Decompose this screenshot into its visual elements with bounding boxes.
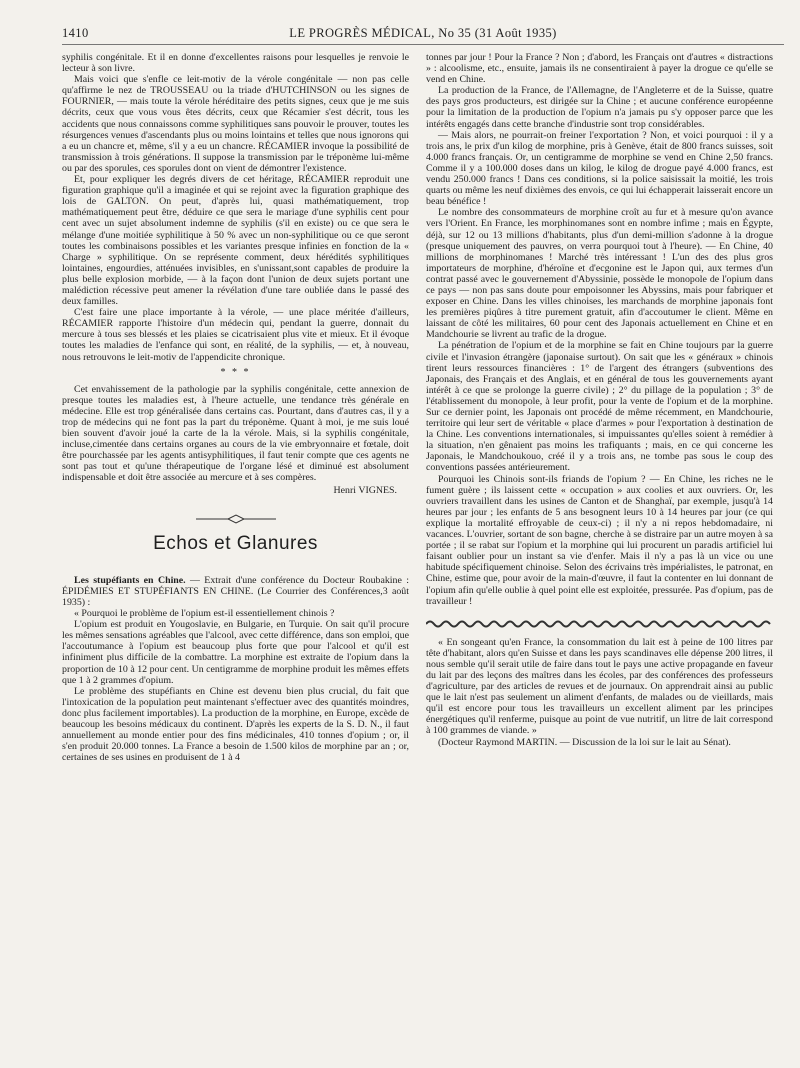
paragraph: syphilis congénitale. Et il en donne d'excellentes raisons pour lesquelles je renvoie le lecteur à son livre. — [62, 52, 409, 75]
paragraph: Cet envahissement de la pathologie par la syphilis congénitale, cette annexion de presque toutes les maladies est, à l'heure actuelle, une tendance très générale en médecine. Elle est trop généralisée dans certains cas. Pourtant, dans d'autres cas, il y a trop de médecins qui ne font pas la part du tréponème. Quant à moi, je me suis loué bien souvent d'avoir joué la carte de la la vérole. Mais, si la syphilis congénitale, incluse,cimentée dans certains organes au cours de la vie embryonnaire et fœtale, doit être pourchassée par les agents antisyphilitiques, il faut tenir compte que ces agents ne sont pas tout et qu'une thérapeutique de l'organe lésé et diminué est absolument indispensable et doit être associée au mercure et à ses compères. — [62, 383, 409, 484]
wavy-divider — [426, 619, 773, 629]
page-number: 1410 — [62, 26, 89, 40]
paragraph: La pénétration de l'opium et de la morphine se fait en Chine toujours par la guerre civile et l'invasion étrangère (japonaise surtout). On sait que les « généraux » chinois tirent leurs ressources financières : 1° de l'argent des étrangers (subventions des Japonais, des Français et des Anglais, et en général de tous les gouvernements ayant intérêt à ce que se prolonge la guerre civile) ; 2° du pillage de la population ; 3° de l'établissement du monopole, à leur profit, pour la vente de l'opium et de la morphine. Sur ce dernier point, les Japonais ont procédé de même récemment, en Mandchourie, territoire qui leur sert de véritable « place d'armes » pour l'exportation à destination de la Chine. Les conventions internationales, si impuissantes qu'elles soient à remédier à la situation, n'en gênaient pas moins les trafiquants ; mais, en ce qui concerne les Japonais, le Mandchoukouo, créé il y a trois ans, ne tombe pas sous le coup des conventions passées antérieurement. — [426, 340, 773, 474]
asterism: * * * — [220, 366, 251, 378]
paragraph: Le problème des stupéfiants en Chine est devenu bien plus crucial, du fait que l'intoxication de la population peut maintenant s'effectuer avec des quantités moindres, donc plus facilement importables). La production de la morphine, en Europe, excède de beaucoup les besoins médicaux du continent. D'après les experts de la S. D. N., il faut annuellement au monde entier pour des fins médicinales, 410 tonnes d'opium ; or, il s'en produit 20.000 tonnes. La France a besoin de 1.500 kilos de morphine par an ; or, certaines de ses usines en produisent de 1 à 4 — [62, 685, 409, 764]
paragraph: — Mais alors, ne pourrait-on freiner l'exportation ? Non, et voici pourquoi : il y a trois ans, le prix d'un kilog de morphine, pris à Genève, était de 800 francs suisses, soit 4.000 francs français. Or, un centigramme de morphine se vend en Chine 2,50 francs. Comme il y a 100.000 doses dans un kilog, le kilog de drogue payé 4.000 francs, est vendu 250.000 francs ! Dans ces conditions, si la police saisissait la moitié, les trois quarts ou même les neuf dixièmes des envois, ce qui lui échapperait laisserait encore un beau bénéfice ! — [426, 129, 773, 208]
paragraph: Et, pour expliquer les degrés divers de cet héritage, RÉCAMIER reproduit une figuration graphique qu'il a imaginée et qui se rejoint avec la figuration graphique des lois de GALTON. On peut, d'après lui, quasi mathématiquement, trop mathématiquement peut être, déduire ce que sera le mariage d'une syphilis cent pour cent avec un sujet absolument indemne de syphilis (s'il en existe) ou ce que sera le mélange d'une moitiée syphilitique à 50 % avec un non-syphilitique ou ce que seront toutes les combinaisons possibles et les variantes presque infinies en fonction de la « Charge » syphilitique. On se représente comment, deux hérédités syphilitiques lointaines, engourdies, atténuées invisibles, en s'unissant,sont capables de produire la plus belle explosion morbide, — à la façon dont l'union de deux sujets portant une malédiction récessive peut amener la révélation d'une tare oubliée dans le passé des deux familles. — [62, 174, 409, 308]
paragraph: C'est faire une place importante à la vérole, — une place méritée d'ailleurs, RÉCAMIER rapporte l'histoire d'un médecin qui, pendant la guerre, donnait du mercure à tous ses blessés et les plaies se cicatrisaient plus vite et mieux. Et il évoque toutes les maladies de l'enfance qui sont, en réalité, de la syphilis, — et, à nouveau, nous retrouvons le leit-motiv de l'appendicite chronique. — [62, 307, 409, 363]
author-signature: Henri VIGNES. — [333, 484, 397, 496]
paragraph: L'opium est produit en Yougoslavie, en Bulgarie, en Turquie. On sait qu'il procure les mêmes sensations agréables que l'alcool, avec cette différence, dans son emploi, que l'accoutumance à l'opium est beaucoup plus forte que pour l'alcool et qu'il est infiniment plus difficile de la combattre. La morphine est extraite de l'opium dans la proportion de 10 à 12 pour cent. Un centigramme de morphine produit les mêmes effets que 1 à 2 grammes d'opium. — [62, 619, 409, 686]
journal-title: LE PROGRÈS MÉDICAL, No 35 (31 Août 1935) — [289, 26, 557, 40]
paragraph: « Pourquoi le problème de l'opium est-il essentiellement chinois ? — [74, 608, 335, 620]
citation: (Docteur Raymond MARTIN. — Discussion de la loi sur le lait au Sénat). — [438, 736, 731, 748]
paragraph: « En songeant qu'en France, la consommation du lait est à peine de 100 litres par tête d'habitant, alors qu'en Suisse et dans les pays scandinaves elle dépense 200 litres, il nous semble qu'il serait utile de faire dans tout le pays une active propagande en faveur du lait par des leçons des maîtres dans les écoles, par des conférences des professeurs d'agriculture, par des articles de revues et de journaux. On apprendrait ainsi au public que le lait n'est pas seulement un aliment d'enfants, de malades ou de vieillards, mais qu'il est encore pour tous les travailleurs un excellent aliment par les principes énergétiques qu'il renferme, puisque au point de vue nutritif, un litre de lait correspond à 100 grammes de viande. » — [426, 636, 773, 737]
page-header — [62, 26, 784, 46]
header-rule — [62, 44, 784, 45]
paragraph: Le nombre des consommateurs de morphine croît au fur et à mesure qu'on avance vers l'Orient. En France, les morphinomanes sont en nombre infime ; mais en Égypte, déjà, sur 12 ou 13 millions d'habitants, plus d'un demi-million s'adonne à la drogue (presque uniquement des pauvres, on verra pourquoi tout à l'heure). — En Chine, 40 millions de morphinomanes ! Marché très intéressant ! L'un des des plus gros importateurs de morphine, d'héroïne et d'ecgonine est le Japon qui, aux termes d'un contrat passé avec le gouvernement d'Abyssinie, possède le monopole de l'opium dans ce pays — non pas sans doute pour empoisonner les Abyssins, mais pour fabriquer et exposer en Chine. Dans les villes chinoises, les marchands de morphine japonais font les premières piqûres à titre purement gratuit, afin d'accoutumer le client. Même en laissant de côté les militaires, 60 pour cent des Japonais actuellement en Chine et en Mandchourie se livrent au trafic de la drogue. — [426, 207, 773, 341]
article-heading: Les stupéfiants en Chine. — [74, 574, 186, 586]
paragraph: Mais voici que s'enfle ce leit-motiv de la vérole congénitale — non pas celle qu'affirme le nez de TROUSSEAU ou la triade d'HUTCHINSON ou les signes de FOURNIER, — mais toute la vérole héréditaire des petits signes, ceux que je me suis décrits, ceux que vous vous êtes décrits, ceux que Récamier s'est décrit, tous les accidents que nous connaissons comme syphilitiques sans pouvoir le prouver, toutes les résurgences venues d'ascendants plus ou moins lointains et telles que nous ignorons qui a eu un chancre et, même, s'il y a eu un chancre. RÉCAMIER invoque la possibilité de transmission à trois générations. Il suppose la transmission par le tréponème lui-même ou par des sporules, ces sporules dont on vient de démontrer l'existence. — [62, 74, 409, 174]
article-lead — [62, 575, 409, 608]
ornament-divider — [62, 514, 409, 526]
left-column — [62, 52, 409, 763]
right-column — [426, 52, 773, 748]
article-intro: — Extrait d'une conférence du Docteur Roubakine : ÉPIDÉMIES ET STUPÉFIANTS EN CHINE. (Le Courrier des Conférences,3 août 1935) : — [62, 574, 409, 608]
paragraph: tonnes par jour ! Pour la France ? Non ; d'abord, les Français ont d'autres « distractions » : alcoolisme, etc., ensuite, jamais ils ne consentiraient à payer la drogue ce qu'elle se vend en Chine. — [426, 52, 773, 86]
section-title: Echos et Glanures — [153, 532, 318, 554]
paragraph: Pourquoi les Chinois sont-ils friands de l'opium ? — En Chine, les riches ne le fument guère ; ils laissent cette « occupation » aux coolies et aux ouvriers. Or, les ouvriers travaillent dans les usines de Canton et de Shanghaï, par exemple, jusqu'à 14 heures par jour ; les enfants de 5 ans besognent leurs 10 à 14 heures par jour (ce qui explique la mortalité effroyable de ceux-ci) ; il n'y a ni repos hebdomadaire, ni vacances. L'ouvrier, sortant de son bagne, cherche à se distraire par un autre moyen à sa portée ; il se rabat sur l'opium et la morphine qui lui procurent un paradis artificiel lui faisant oublier pour un instant sa vie d'enfer. Mais il n'y a pas là un vice ou une habitude spécifiquement chinoise. Selon des écrivains très impérialistes, le patronat, en Chine, estime que, pour avoir de la main-d'œuvre, il faut la contenter en lui donnant de l'opium afin qu'elle oublie à quel point elle est exploitée, pressurée. Pas d'opium, pas de travailleur ! — [426, 473, 773, 607]
paragraph: La production de la France, de l'Allemagne, de l'Angleterre et de la Suisse, quatre des pays gros producteurs, est dirigée sur la Chine ; et aucune conférence européenne pour la limitation de la production de l'opium n'a jamais pu s'y opposer parce que les intérêts engagés dans cette branche d'industrie sont trop considérables. — [426, 85, 773, 130]
